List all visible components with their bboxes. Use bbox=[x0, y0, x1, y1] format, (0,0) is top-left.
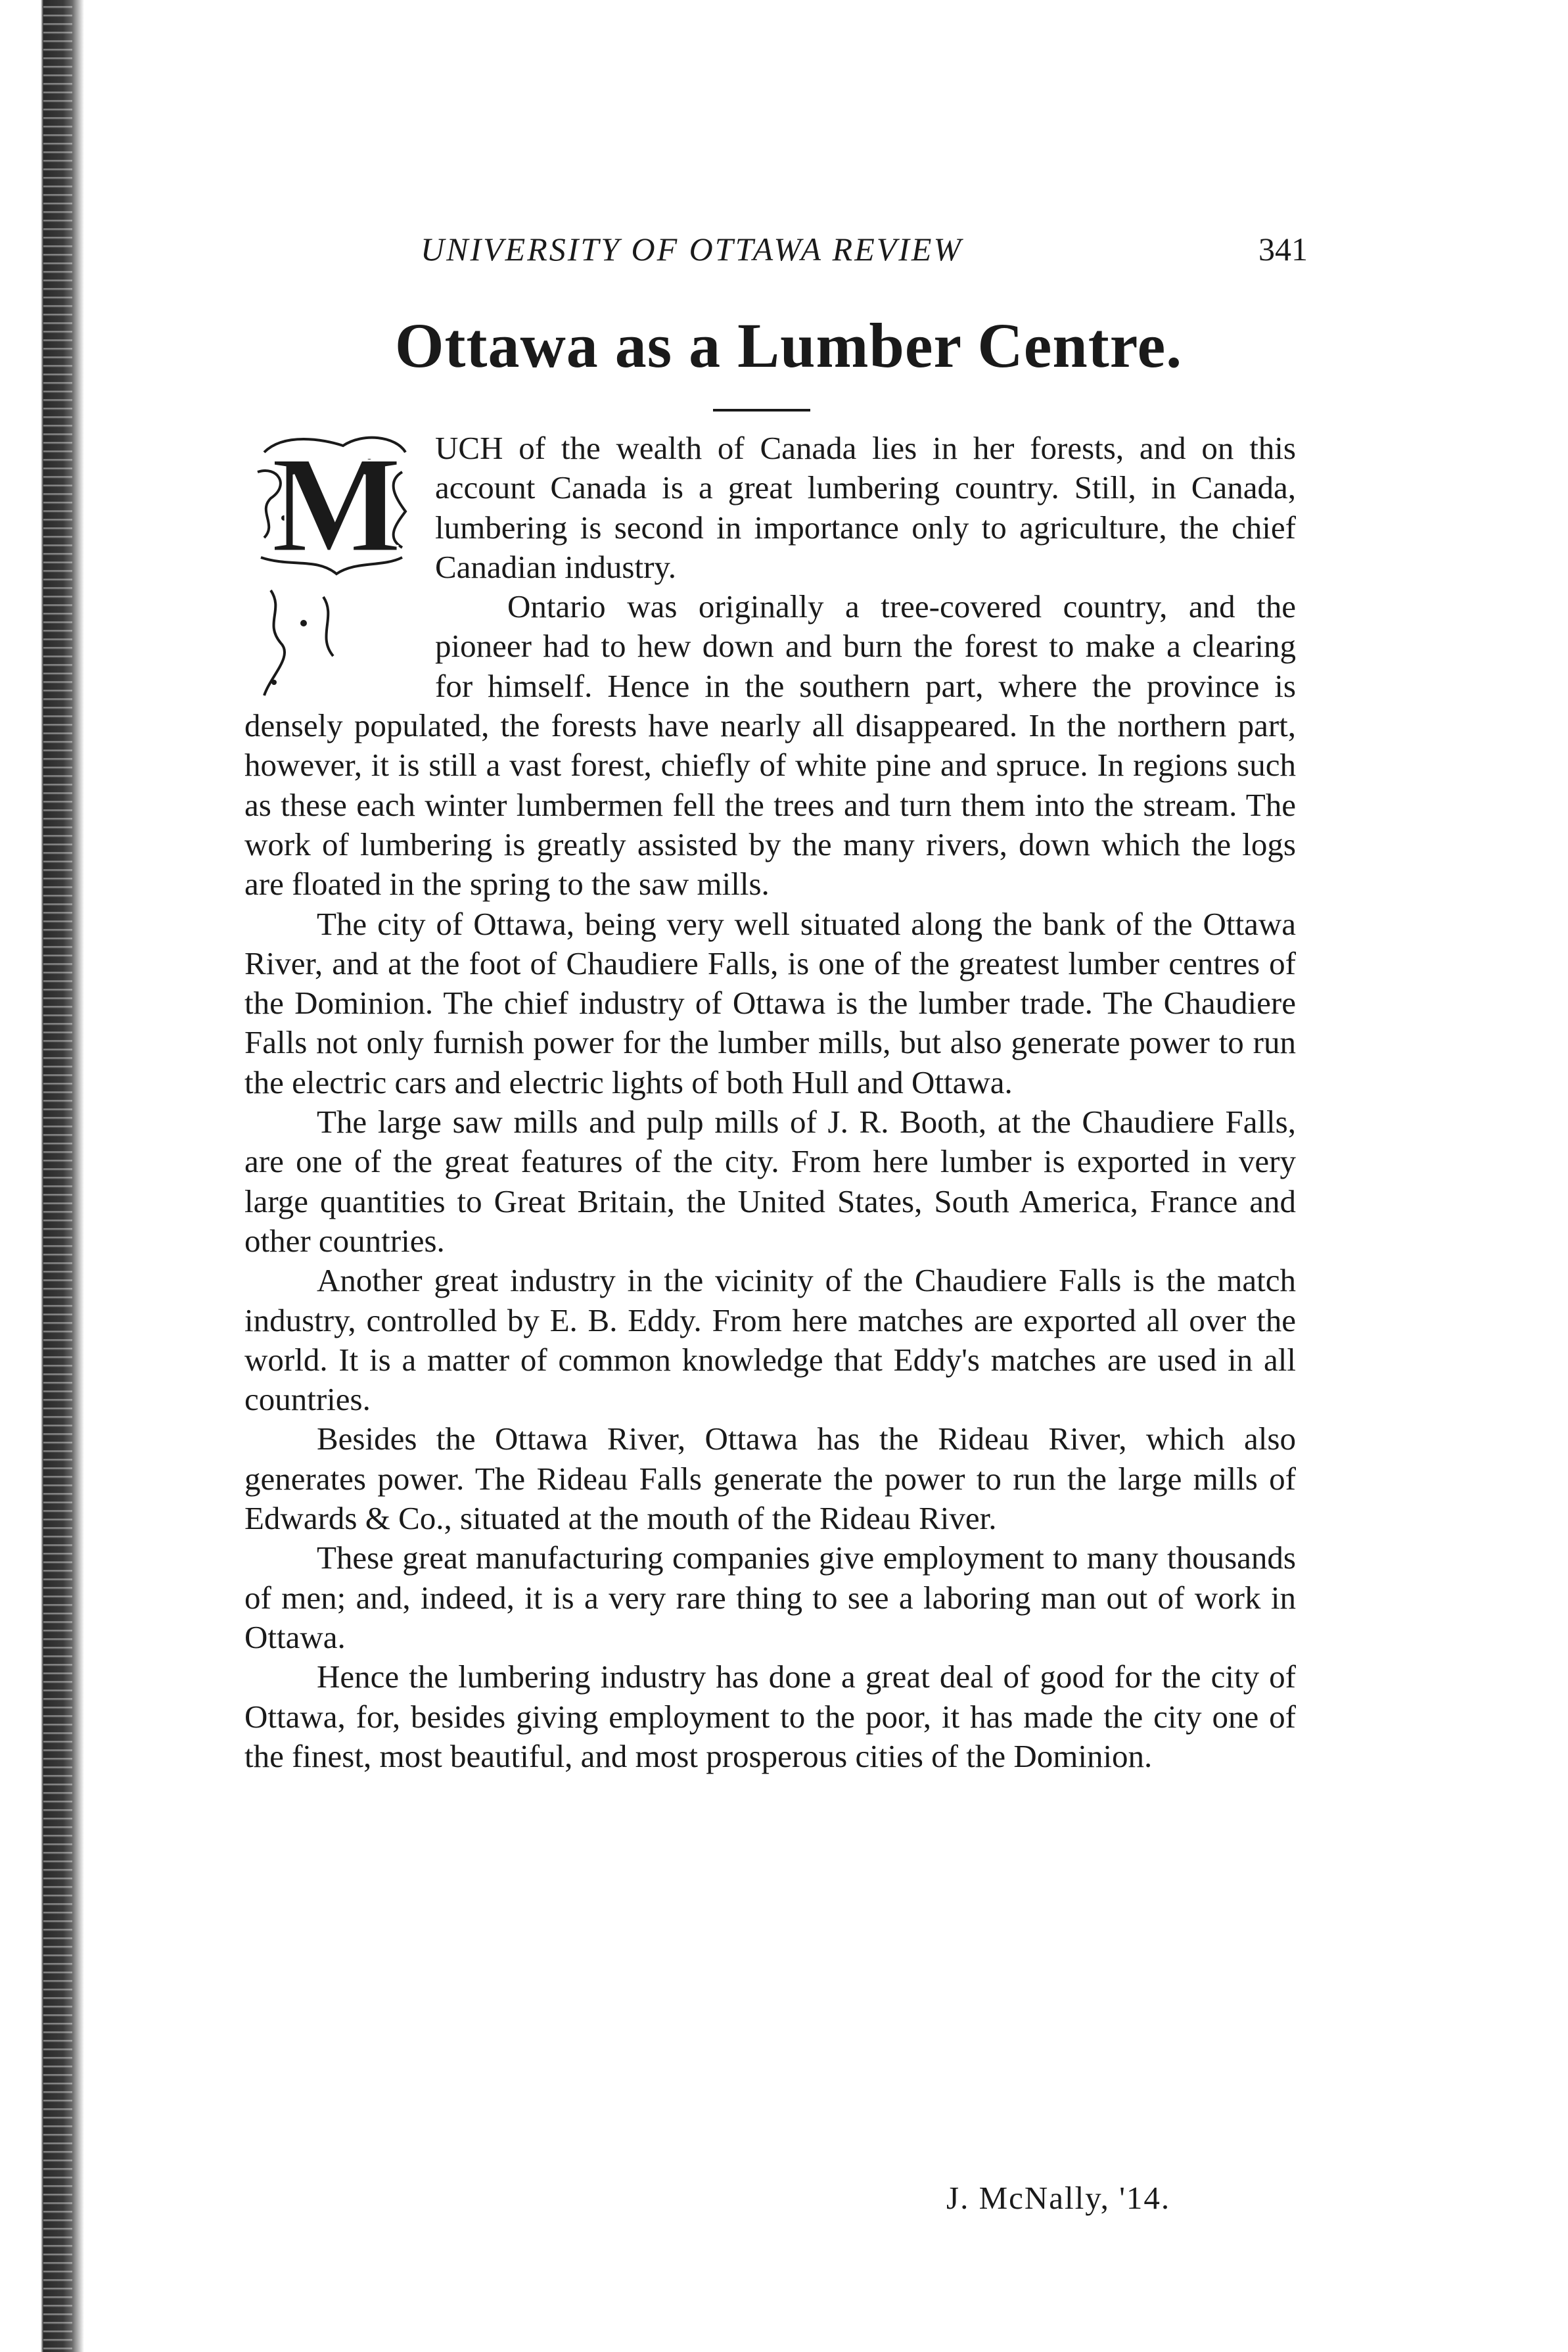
running-head bbox=[421, 230, 1308, 276]
page-binding-edge bbox=[0, 0, 92, 2352]
paragraph: Hence the lumbering industry has done a great deal of good for the city of Ottawa, for, besides giving employment to the poor, it has made the city one of the finest, most beautiful, and most prosperous cities of the Dominion. bbox=[244, 1658, 1296, 1774]
title-rule bbox=[713, 409, 810, 412]
paragraph: Besides the Ottawa River, Ottawa has the Rideau River, which also generates power. The Rideau Falls generate the power to run the large mills of Edwards & Co., situated at the mouth of the Rideau River. bbox=[244, 1421, 1296, 1537]
article-body bbox=[244, 429, 1296, 1776]
page-number: 341 bbox=[1258, 231, 1308, 268]
paragraph: UCH of the wealth of Canada lies in her forests, and on this account Canada is a great lumbering country. Still, in Canada, lumbering is second in importance only to agriculture, the chief Canadian industry. bbox=[435, 430, 1296, 585]
running-title: UNIVERSITY OF OTTAWA REVIEW bbox=[421, 231, 963, 268]
paragraph: The large saw mills and pulp mills of J. R. Booth, at the Chaudiere Falls, are one of the great features of the city. From here lumber is exported in very large quantities to Great Britain, the United States, South America, France and other countries. bbox=[244, 1104, 1296, 1259]
article-title: Ottawa as a Lumber Centre. bbox=[394, 310, 1183, 381]
paragraph: Ontario was originally a tree-covered country, and the pioneer had to hew down and burn the forest to make a clearing for himself. Hence in the southern part, where the province is densely populated, the forests have nearly all disappeared. In the northern part, however, it is still a vast forest, chiefly of white pine and spruce. In regions such as these each winter lumbermen fell the trees and turn them into the stream. The work of lumbering is greatly assisted by the many rivers, down which the logs are floated in the spring to the saw mills. bbox=[244, 588, 1296, 903]
paragraph: These great manufacturing companies give employment to many thousands of men; and, indeed, it is a very rare thing to see a laboring man out of work in Ottawa. bbox=[244, 1540, 1296, 1655]
drop-cap-letter: M bbox=[271, 429, 402, 581]
paragraph: The city of Ottawa, being very well situated along the bank of the Ottawa River, and at the foot of Chaudiere Falls, is one of the greatest lumber centres of the Dominion. The chief industry of Ottawa is the lumber trade. The Chaudiere Falls not only furnish power for the lumber mills, but also generate power to run the electric cars and electric lights of both Hull and Ottawa. bbox=[244, 905, 1296, 1100]
author-signature: J. McNally, '14. bbox=[946, 2180, 1171, 2216]
paragraph: Another great industry in the vicinity of the Chaudiere Falls is the match industry, controlled by E. B. Eddy. From here matches are exported all over the world. It is a matter of common knowledge that Eddy's matches are used in all countries. bbox=[244, 1262, 1296, 1418]
